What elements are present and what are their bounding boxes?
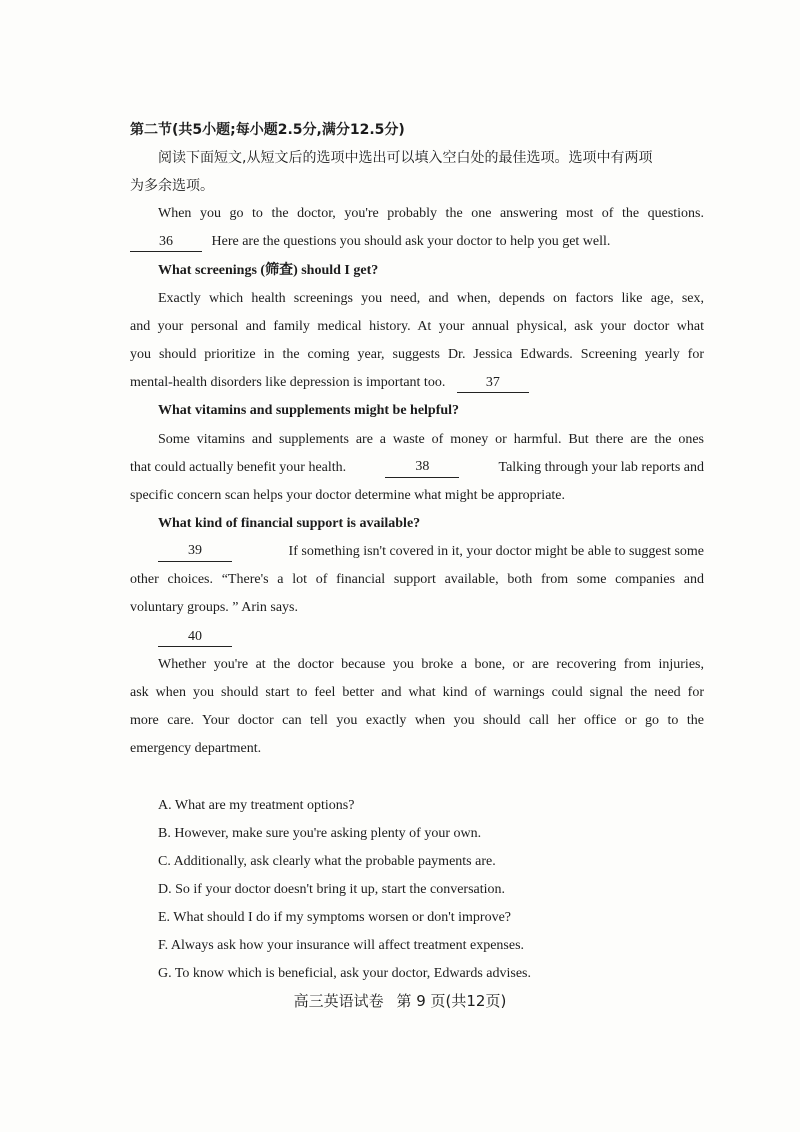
p1-line-1: Exactly which health screenings you need, and when, depends on factors like age, sex, xyxy=(158,291,704,306)
blank-36: 36 xyxy=(130,233,202,252)
p3-line-1: If something isn't covered in it, your doctor might be able to suggest some xyxy=(288,544,704,559)
instruction-line-2: 为多余选项。 xyxy=(130,178,214,194)
p2-line-2-wrap xyxy=(130,458,704,478)
heading-screenings: What screenings (筛查) should I get? xyxy=(158,263,379,278)
option-c: C. Additionally, ask clearly what the probable payments are. xyxy=(158,854,496,869)
p3-line-2: other choices. “There's a lot of financial support available, both from some companies and xyxy=(130,572,704,587)
p2-line-3: specific concern scan helps your doctor determine what might be appropriate. xyxy=(130,488,566,503)
blank-40-wrap xyxy=(158,627,738,647)
p1-line-4: mental-health disorders like depression is important too. xyxy=(130,375,446,390)
option-a: A. What are my treatment options? xyxy=(158,798,355,813)
heading-financial: What kind of financial support is available? xyxy=(158,516,421,531)
instruction-line-1: 阅读下面短文,从短文后的选项中选出可以填入空白处的最佳选项。选项中有两项 xyxy=(158,150,653,166)
option-b: B. However, make sure you're asking plenty of your own. xyxy=(158,826,482,841)
p2-line-2a: that could actually benefit your health. xyxy=(130,460,347,475)
p2-line-2b: Talking through your lab reports and xyxy=(498,460,704,475)
intro-line-2-wrap xyxy=(130,232,710,252)
option-d: D. So if your doctor doesn't bring it up, start the conversation. xyxy=(158,882,506,897)
option-e: E. What should I do if my symptoms worsen or don't improve? xyxy=(158,910,512,925)
option-g: G. To know which is beneficial, ask your doctor, Edwards advises. xyxy=(158,966,532,981)
p4-line-2: ask when you should start to feel better and what kind of warnings could signal the need for xyxy=(130,685,704,700)
option-f: F. Always ask how your insurance will affect treatment expenses. xyxy=(158,938,525,953)
p4-line-3: more care. Your doctor can tell you exactly when you should call her office or go to the xyxy=(130,713,704,728)
footer-title: 高三英语试卷 xyxy=(293,992,384,1010)
blank-38: 38 xyxy=(385,458,459,478)
p1-line-4-wrap xyxy=(130,373,710,393)
blank-37: 37 xyxy=(457,374,529,393)
p1-line-3: you should prioritize in the coming year, suggests Dr. Jessica Edwards. Screening yearly for xyxy=(130,347,704,362)
p4-line-1: Whether you're at the doctor because you broke a bone, or are recovering from injuries, xyxy=(158,657,704,672)
p2-line-1: Some vitamins and supplements are a waste of money or harmful. But there are the ones xyxy=(158,432,704,447)
p4-line-4: emergency department. xyxy=(130,741,262,756)
p3-line-1-wrap xyxy=(158,542,704,562)
footer-page-number: 第 9 页(共12页) xyxy=(396,992,507,1010)
blank-40: 40 xyxy=(158,628,232,647)
intro-line-2: Here are the questions you should ask your doctor to help you get well. xyxy=(211,234,611,249)
p1-line-2: and your personal and family medical history. At your annual physical, ask your doctor what xyxy=(130,319,704,334)
intro-line-1: When you go to the doctor, you're probably the one answering most of the questions. xyxy=(158,206,704,221)
section-title: 第二节(共5小题;每小题2.5分,满分12.5分) xyxy=(130,122,405,138)
p3-line-3: voluntary groups. ” Arin says. xyxy=(130,600,298,615)
heading-vitamins: What vitamins and supplements might be helpful? xyxy=(158,403,460,418)
page-footer xyxy=(0,990,800,1011)
blank-39: 39 xyxy=(158,542,232,562)
